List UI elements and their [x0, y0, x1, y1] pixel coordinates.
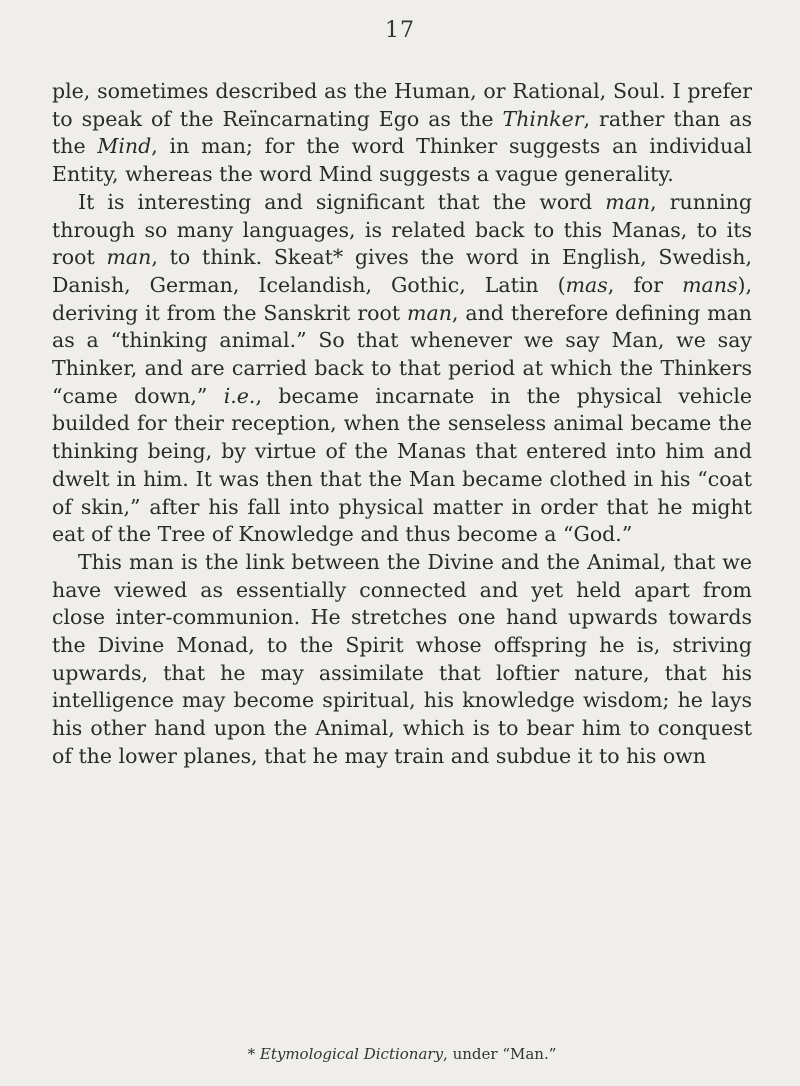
italic-text: man — [106, 245, 152, 270]
text-run: ple, sometimes described as the Human, or Rational, Soul. I prefer to speak of the Reïncarnating Ego as the — [52, 79, 752, 131]
paragraph — [52, 189, 752, 549]
italic-text: mans — [682, 272, 738, 297]
italic-text: man — [407, 300, 452, 325]
text-run: , became incarnate in the physical vehicle builded for their reception, when the senseless animal became the thinking being, by virtue of the Manas that entered into him and dwelt in him. It was then that the Man became clothed in his “coat of skin,” after his fall into physical matter in order that he might eat of the Tree of Knowledge and thus become a “God.” — [52, 383, 753, 547]
footnote-rest: , under “Man.” — [443, 1045, 557, 1063]
text-run: ), deriving it from the Sanskrit root — [52, 272, 752, 325]
text-run: , rather than as the — [52, 106, 752, 159]
italic-text: mas — [565, 272, 608, 297]
text-run: , and therefore defining man as a “thinking animal.” So that whenever we say Man, we say Thinker, and are carried back to that period at which the Thinkers “came down,” — [52, 300, 753, 408]
footnote-title: Etymological Dictionary — [259, 1045, 444, 1063]
text-run: , to think. Skeat* gives the word in English, Swedish, Danish, German, Icelandish, Gothic, Latin ( — [52, 245, 752, 297]
text-run: , for — [607, 272, 683, 297]
italic-text: Mind — [97, 134, 152, 159]
text-run: , running through so many languages, is related back to this Manas, to its root — [52, 189, 752, 270]
paragraph — [52, 549, 752, 771]
italic-text: Thinker — [502, 106, 584, 131]
text-run: It is interesting and significant that the word — [78, 189, 606, 214]
body-text — [52, 78, 752, 771]
paragraph — [52, 78, 752, 189]
italic-text: i.e. — [223, 383, 256, 408]
footnote-marker: * — [247, 1045, 260, 1063]
text-run: This man is the link between the Divine and the Animal, that we have viewed as essentially connected and yet held apart from close inter-communion. He stretches one hand upwards towards the Divine Monad, to the Spirit whose offspring he is, striving upwards, that he may assimilate that loftier nature, that his intelligence may become spiritual, his knowledge wisdom; he lays his other hand upon the Animal, which is to bear him to conquest of the lower planes, that he may train and subdue it to his own — [52, 549, 752, 768]
page-number: 17 — [385, 18, 415, 43]
italic-text: man — [605, 189, 651, 214]
footnote — [52, 1044, 752, 1064]
text-run: , in man; for the word Thinker suggests an individual Entity, whereas the word Mind suggests a vague generality. — [52, 134, 753, 187]
